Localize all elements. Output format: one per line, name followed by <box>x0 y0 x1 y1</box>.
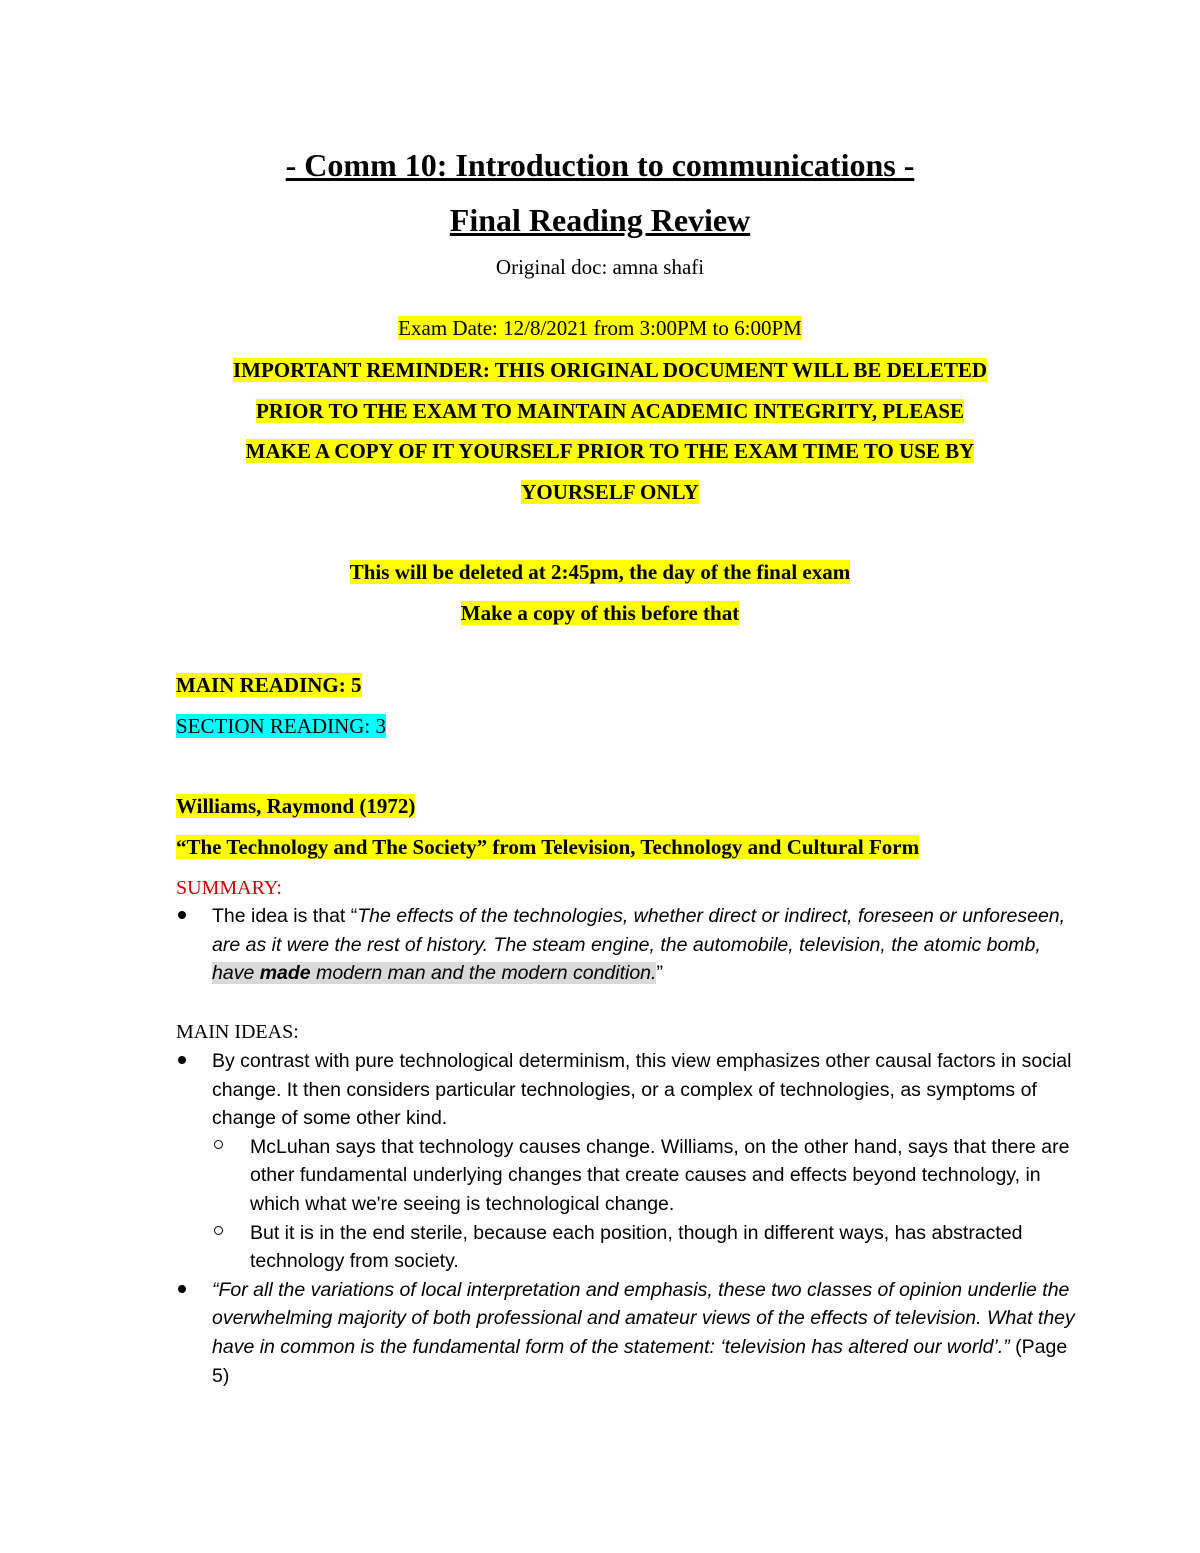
sub-idea-1-text: McLuhan says that technology causes change. Williams, on the other hand, says that there are other fundamental underlying changes that create causes and effects beyond technology, in which what we're seeing is technological change. <box>250 1135 1070 1215</box>
deleted-notice-line <box>0 558 1200 586</box>
summary-item <box>176 902 1076 988</box>
reading-title <box>176 833 919 861</box>
main-idea-sublist <box>176 1133 1076 1276</box>
bullet-icon <box>178 1047 198 1076</box>
sub-idea-item <box>176 1133 1076 1219</box>
main-reading-count <box>176 671 362 699</box>
main-idea-item <box>176 1047 1076 1276</box>
reminder-line-1: IMPORTANT REMINDER: THIS ORIGINAL DOCUMENT WILL BE DELETED <box>232 358 988 382</box>
circle-bullet-icon <box>214 1133 234 1162</box>
highlight-post: modern man and the modern condition. <box>310 962 657 985</box>
sub-idea-2-text: But it is in the end sterile, because each position, though in different ways, has abstracted technology from society. <box>250 1221 1023 1273</box>
important-reminder <box>160 350 1060 512</box>
summary-suffix: ” <box>656 962 663 985</box>
exam-date-text: Exam Date: 12/8/2021 from 3:00PM to 6:00PM <box>398 316 802 340</box>
copy-notice-line <box>0 599 1200 627</box>
reminder-line-4: YOURSELF ONLY <box>521 479 699 504</box>
main-idea-2-page: (Page 5) <box>212 1335 1068 1387</box>
deleted-notice-text: This will be deleted at 2:45pm, the day of the final exam <box>349 560 851 584</box>
document-subtitle: Final Reading Review <box>449 202 751 238</box>
summary-list <box>176 902 1076 988</box>
original-doc-credit <box>0 253 1200 281</box>
circle-bullet-icon <box>214 1219 234 1248</box>
summary-highlight <box>212 962 656 984</box>
reminder-line-2: PRIOR TO THE EXAM TO MAINTAIN ACADEMIC INTEGRITY, PLEASE <box>255 398 965 423</box>
document-title: - Comm 10: Introduction to communications - <box>285 147 915 183</box>
main-idea-1-text: By contrast with pure technological determinism, this view emphasizes other causal factors in social change. It then considers particular technologies, or a complex of technologies, as symptoms of change of some other kind. <box>212 1050 1072 1130</box>
summary-quote: The effects of the technologies, whether direct or indirect, foreseen or unforeseen, are as it were the rest of history. The steam engine, the automobile, television, the atomic bomb, <box>212 905 1066 956</box>
summary-label: SUMMARY: <box>176 877 282 899</box>
copy-notice-text: Make a copy of this before that <box>460 601 740 625</box>
bullet-icon <box>178 902 198 931</box>
sub-idea-item <box>176 1219 1076 1276</box>
exam-date-line <box>0 314 1200 342</box>
reminder-line-3: MAKE A COPY OF IT YOURSELF PRIOR TO THE EXAM TIME TO USE BY <box>245 439 975 463</box>
reading-title-text: “The Technology and The Society” from Television, Technology and Cultural Form <box>176 835 920 859</box>
highlight-bold: made <box>259 962 311 985</box>
main-reading-text: MAIN READING: 5 <box>176 673 362 697</box>
section-reading-count <box>176 712 386 740</box>
reading-author-text: Williams, Raymond (1972) <box>176 794 416 818</box>
main-idea-item <box>176 1276 1076 1390</box>
section-reading-text: SECTION READING: 3 <box>176 714 386 738</box>
main-ideas-list <box>176 1047 1076 1390</box>
reading-author <box>176 792 415 820</box>
bullet-icon <box>178 1276 198 1305</box>
main-idea-2-quote: “For all the variations of local interpretation and emphasis, these two classes of opinion underlie the overwhelming majority of both professional and amateur views of the effects of television. What they have in common is the fundamental form of the statement: ‘television has altered our world’.” <box>212 1278 1075 1358</box>
original-doc-text: Original doc: amna shafi <box>495 255 705 279</box>
main-ideas-label: MAIN IDEAS: <box>176 1021 299 1043</box>
highlight-pre: have <box>212 962 260 985</box>
summary-prefix: The idea is that “ <box>212 905 358 927</box>
